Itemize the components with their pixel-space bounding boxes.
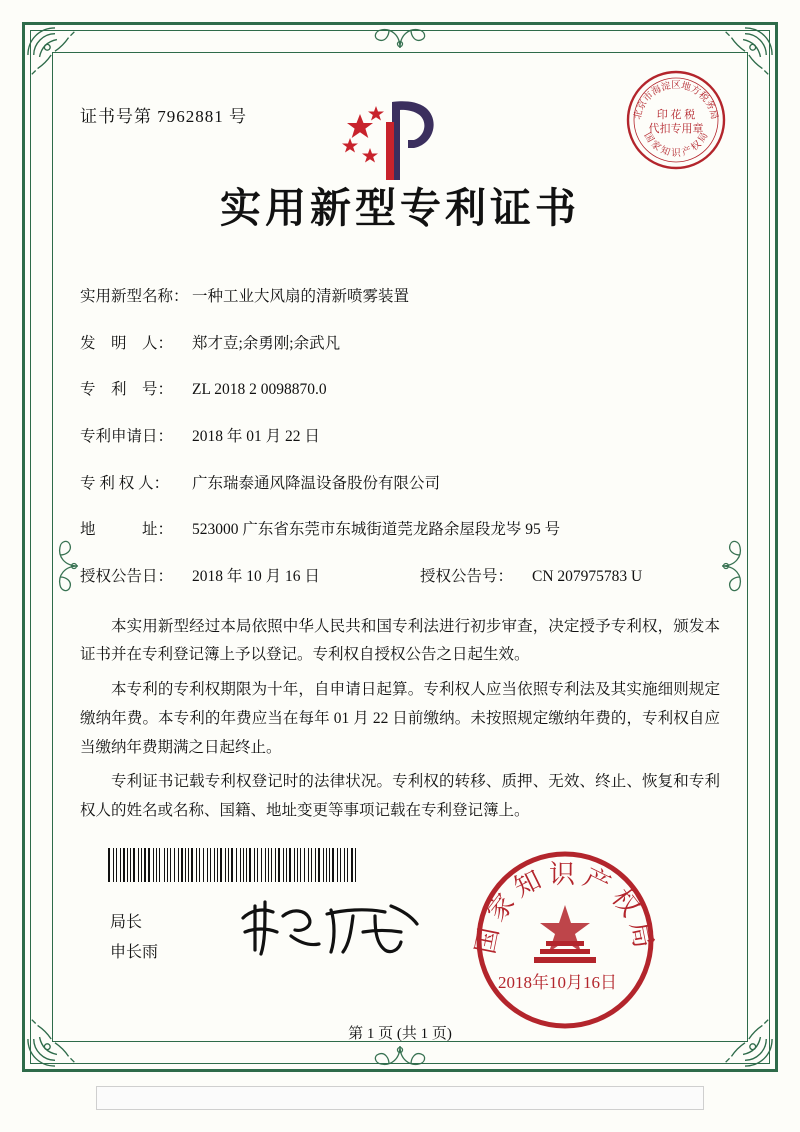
corner-ornament-icon (26, 26, 84, 84)
edge-ornament-icon (355, 1044, 445, 1070)
field-label: 授权公告日： (80, 568, 174, 586)
grant-number-group (420, 566, 642, 588)
edge-ornament-icon (720, 521, 746, 611)
field-value: 2018 年 01 月 22 日 (192, 428, 320, 446)
field-label: 授权公告号： (420, 568, 514, 586)
field-invention-name (80, 286, 720, 308)
edge-ornament-icon (54, 521, 80, 611)
cnipa-official-seal (470, 845, 660, 1035)
paragraph: 专利证书记载专利权登记时的法律状况。专利权的转移、质押、无效、终止、恢复和专利权人的姓名或名称、国籍、地址变更等事项记载在专利登记簿上。 (80, 773, 720, 819)
signature-block (110, 908, 158, 969)
field-address (80, 519, 720, 541)
field-label: 实用新型名称： (80, 288, 189, 305)
svg-text:北京市海淀区地方税务局: 北京市海淀区地方税务局 (633, 81, 719, 121)
seal-date: 2018年10月16日 (498, 973, 617, 992)
grant-date-group (80, 566, 420, 588)
barcode (108, 848, 358, 882)
field-patent-number (80, 379, 720, 401)
page-number: 第 1 页 (共 1 页) (348, 1026, 452, 1042)
field-label: 发 明 人： (80, 334, 174, 352)
legal-text (80, 613, 720, 826)
field-patentee (80, 473, 720, 495)
field-inventors (80, 333, 720, 355)
field-value: 郑才壴;余勇刚;余武凡 (192, 334, 341, 352)
field-label: 专利申请日： (80, 428, 174, 446)
bottom-bar (96, 1086, 704, 1110)
page-title: 实用新型专利证书 (220, 185, 580, 231)
field-value: 523000 广东省东莞市东城街道莞龙路余屋段龙岑 95 号 (192, 521, 561, 539)
field-value: 广东瑞泰通风降温设备股份有限公司 (192, 474, 441, 492)
field-grant-announcement (80, 566, 720, 588)
field-value: CN 207975783 U (532, 568, 643, 586)
svg-text:印 花 税: 印 花 税 (656, 109, 696, 121)
field-label: 专 利 权 人： (80, 474, 170, 492)
director-label: 局长 (110, 914, 143, 931)
field-application-date (80, 426, 720, 448)
field-value: ZL 2018 2 0098870.0 (192, 381, 327, 399)
edge-ornament-icon (355, 24, 445, 50)
paragraph: 本专利的专利权期限为十年，自申请日起算。专利权人应当依照专利法及其实施细则规定缴纳年费。本专利的年费应当在每年 01 月 22 日前缴纳。未按照规定缴纳年费的，专利权自应当缴纳年费期满之日起终止。 (80, 681, 720, 756)
field-value: 一种工业大风扇的清新喷雾装置 (192, 288, 410, 305)
handwritten-signature (235, 892, 430, 964)
certificate-fields (80, 286, 720, 588)
certificate-number: 证书号第 7962881 号 (80, 107, 247, 126)
director-name: 申长雨 (110, 944, 159, 962)
svg-text:国 家 知 识 产 权 局: 国 家 知 识 产 权 局 (641, 131, 711, 159)
svg-text:代扣专用章: 代扣专用章 (648, 123, 704, 135)
paragraph: 本实用新型经过本局依照中华人民共和国专利法进行初步审查，决定授予专利权，颁发本证书并在专利登记簿上予以登记。专利权自授权公告之日起生效。 (80, 617, 720, 664)
svg-text:国家知识产权局: 国家知识产权局 (470, 860, 660, 957)
field-label: 专 利 号： (80, 381, 174, 399)
field-value: 2018 年 10 月 16 日 (192, 568, 320, 586)
field-label: 地 址： (80, 521, 174, 539)
certificate-content (80, 70, 720, 832)
